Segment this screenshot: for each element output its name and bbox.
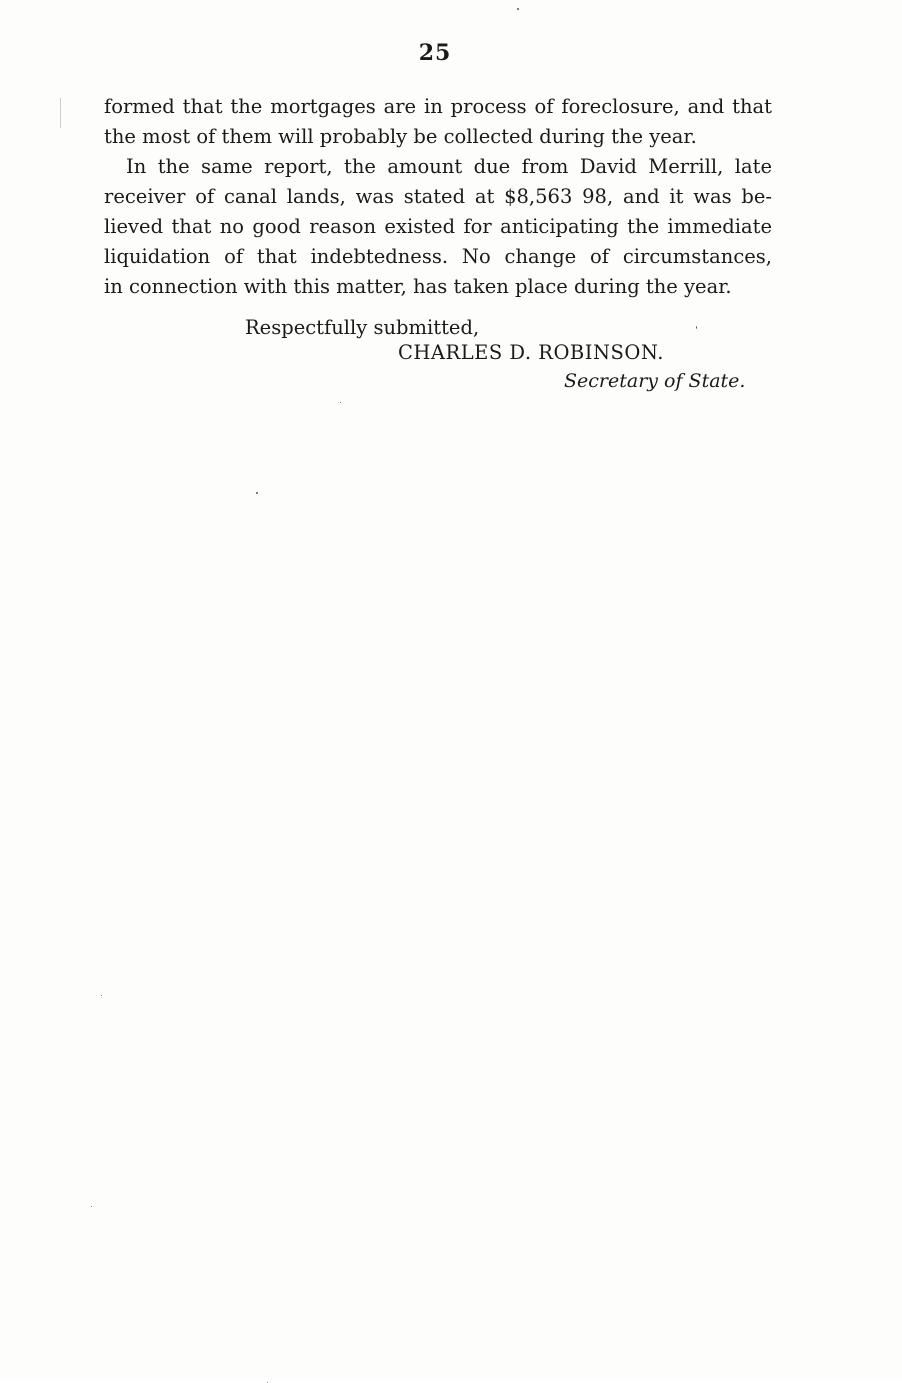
scan-speck [696,326,697,329]
scan-speck [340,402,341,403]
text-line: In the same report, the amount due from David Merrill, late [126,155,772,178]
scan-speck [256,492,258,494]
text-line: lieved that no good reason existed for anticipating the immediate [104,215,772,238]
signatory-title: Secretary of State. [564,370,746,392]
text-line: in connection with this matter, has taken place during the year. [104,275,732,298]
page-number: 25 [418,40,452,66]
signature: CHARLES D. ROBINSON. [398,341,664,364]
scan-speck [91,1206,92,1207]
scan-speck [517,8,519,10]
closing-salutation: Respectfully submitted, [245,316,480,339]
text-line: receiver of canal lands, was stated at $8,563 98, and it was be- [104,185,772,208]
text-line: liquidation of that indebtedness. No change of circumstances, [104,245,772,268]
margin-mark [60,98,61,128]
text-line: the most of them will probably be collected during the year. [104,125,697,148]
body-text [104,92,772,302]
scan-speck [101,995,102,996]
text-line: formed that the mortgages are in process of foreclosure, and that [104,95,772,118]
